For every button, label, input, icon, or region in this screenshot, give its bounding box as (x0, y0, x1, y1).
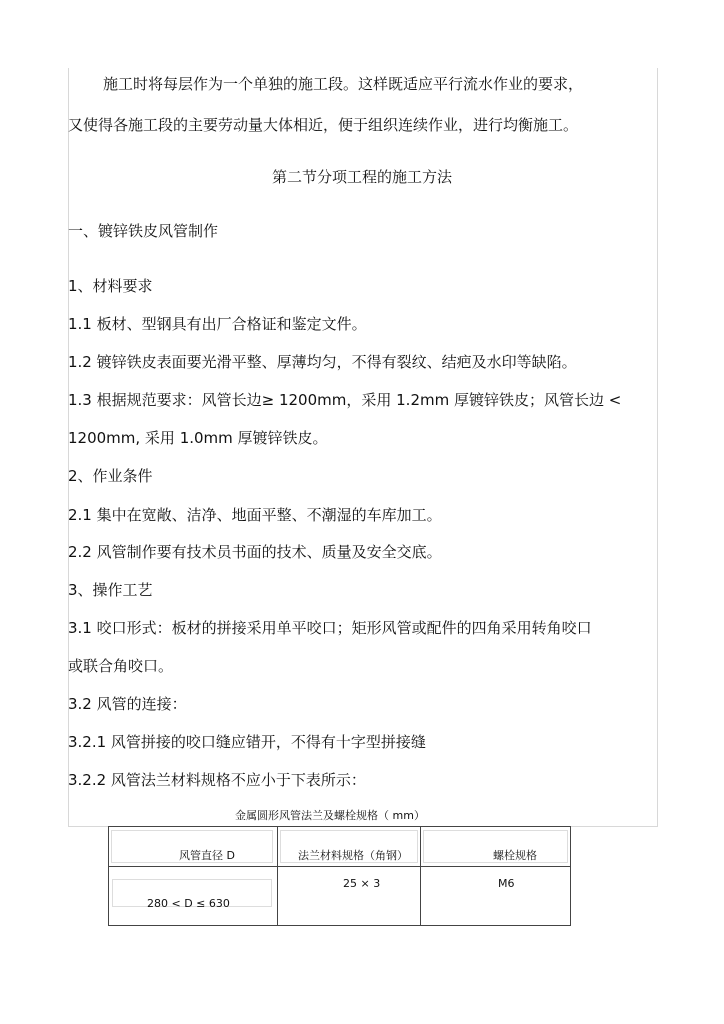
list-item: 2、作业条件 (68, 467, 153, 485)
list-item: 3.2 风管的连接： (68, 695, 187, 713)
paragraph-line-1: 施工时将每层作为一个单独的施工段。这样既适应平行流水作业的要求， (103, 75, 584, 93)
list-item: 2.1 集中在宽敞、洁净、地面平整、不潮湿的车库加工。 (68, 506, 442, 524)
list-item: 2.2 风管制作要有技术员书面的技术、质量及安全交底。 (68, 543, 442, 561)
header-cell (421, 827, 571, 867)
header-cell (109, 827, 278, 867)
heading-1: 一、镀锌铁皮风管制作 (68, 222, 219, 240)
paragraph-line-2: 又使得各施工段的主要劳动量大体相近，便于组织连续作业，进行均衡施工。 (68, 116, 579, 134)
list-item: 1.2 镀锌铁皮表面要光滑平整、厚薄均匀，不得有裂纹、结疤及水印等缺陷。 (68, 353, 577, 371)
list-item: 1200mm, 采用 1.0mm 厚镀锌铁皮。 (68, 429, 328, 447)
table-header-row (109, 827, 571, 867)
header-cell (278, 827, 421, 867)
list-item: 3.2.1 风管拼接的咬口缝应错开，不得有十字型拼接缝 (68, 733, 426, 751)
table-row (109, 867, 571, 926)
cell-bolt: M6 (498, 877, 515, 891)
header-diameter: 风管直径 D (179, 849, 235, 862)
list-item: 3、操作工艺 (68, 581, 153, 599)
list-item: 1.1 板材、型钢具有出厂合格证和鉴定文件。 (68, 315, 367, 333)
table-cell (278, 867, 421, 926)
cell-diameter: 280 < D ≤ 630 (147, 897, 230, 911)
cell-flange: 25 × 3 (343, 877, 381, 891)
list-item: 或联合角咬口。 (68, 657, 174, 675)
table-cell (109, 867, 278, 926)
table-caption: 金属圆形风管法兰及螺栓规格（ mm） (235, 809, 425, 822)
list-item: 1.3 根据规范要求：风管长边≥ 1200mm，采用 1.2mm 厚镀锌铁皮；风管长边 < (68, 391, 622, 409)
header-flange: 法兰材料规格（角钢） (298, 849, 408, 862)
spec-table (108, 826, 571, 926)
table-cell (421, 867, 571, 926)
header-bolt: 螺栓规格 (493, 849, 537, 862)
list-item: 3.1 咬口形式：板材的拼接采用单平咬口；矩形风管或配件的四角采用转角咬口 (68, 619, 592, 637)
list-item: 3.2.2 风管法兰材料规格不应小于下表所示： (68, 771, 366, 789)
list-item: 1、材料要求 (68, 277, 153, 295)
section-title: 第二节分项工程的施工方法 (271, 168, 452, 186)
